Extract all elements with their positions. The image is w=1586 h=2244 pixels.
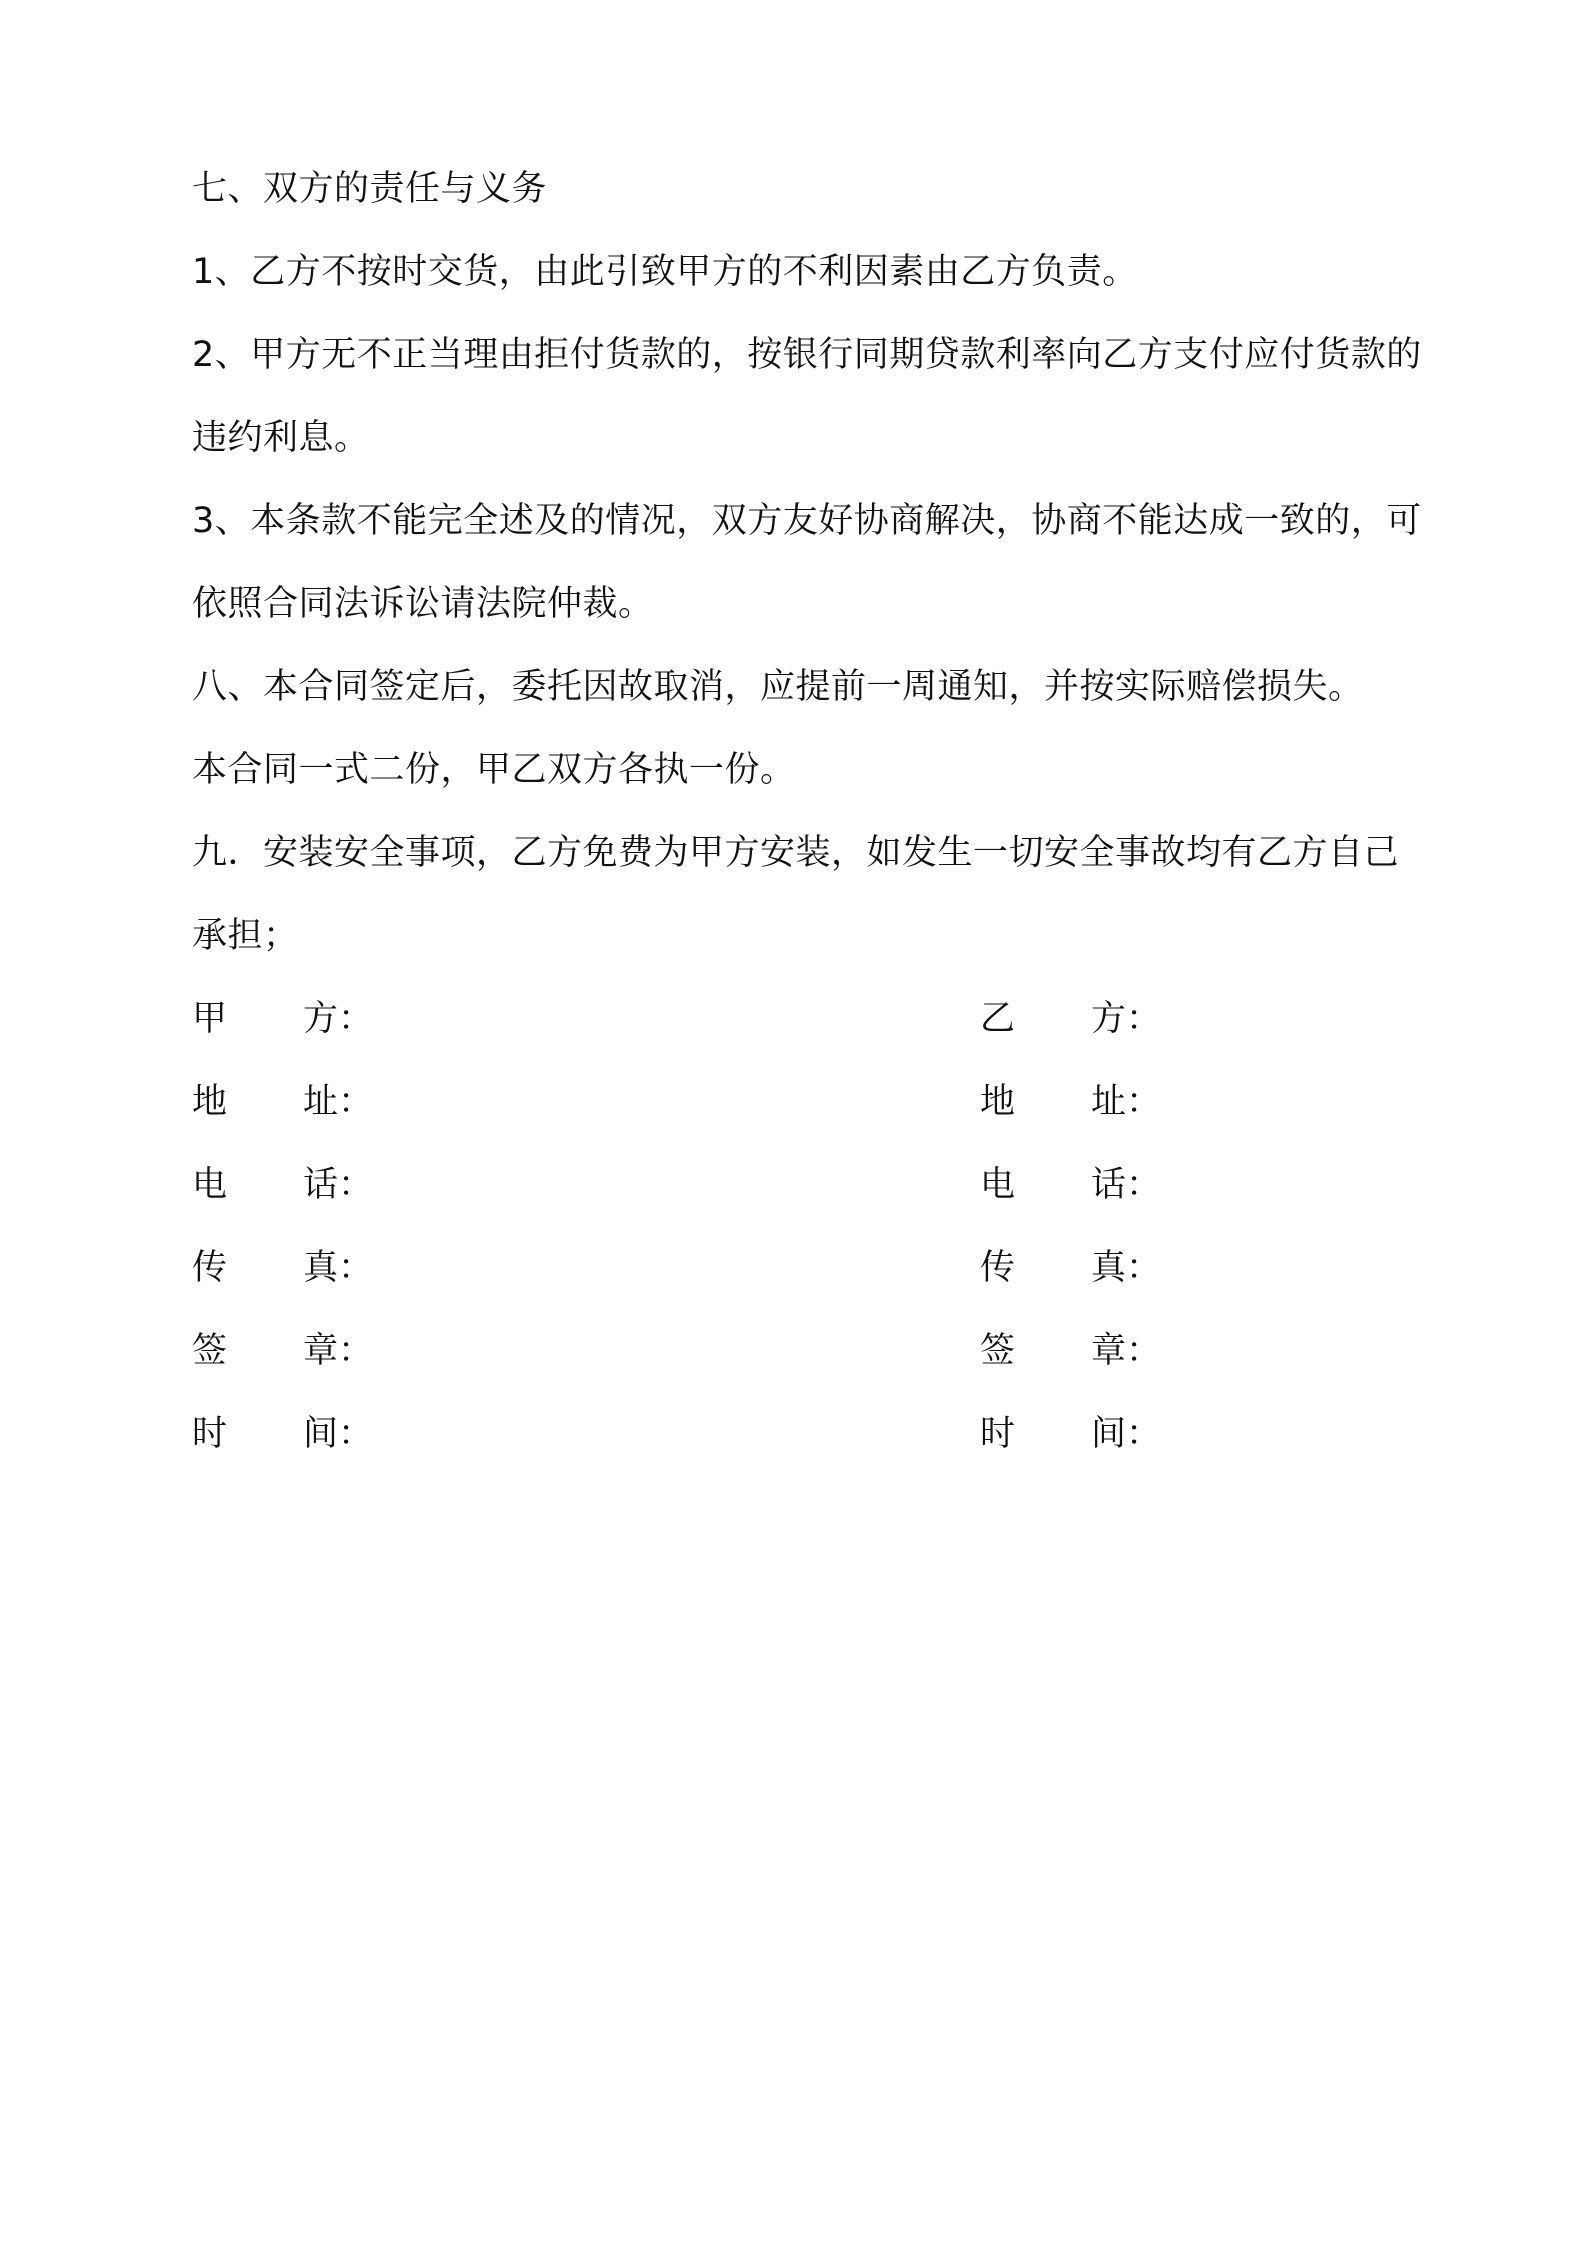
signature-row-phone	[192, 1144, 1422, 1227]
clause-7-2: 2、甲方无不正当理由拒付货款的，按银行同期贷款利率向乙方支付应付货款的违约利息。	[192, 335, 1422, 458]
section-9: 九．安装安全事项，乙方免费为甲方安装，如发生一切安全事故均有乙方自己承担；	[192, 833, 1400, 956]
clause-7-3: 3、本条款不能完全述及的情况，双方友好协商解决，协商不能达成一致的，可依照合同法诉讼请法院仲裁。	[192, 501, 1422, 624]
section-8: 八、本合同签定后，委托因故取消，应提前一周通知，并按实际赔偿损失。	[192, 667, 1364, 707]
party-a-label-suffix: 方：	[303, 999, 374, 1039]
party-a-time-char: 时	[192, 1414, 228, 1454]
party-a-time-suffix: 间：	[303, 1414, 374, 1454]
signature-row-address	[192, 1061, 1422, 1144]
party-a-address-char: 地	[192, 1082, 228, 1122]
signature-row-party	[192, 978, 1422, 1061]
party-b-fax-char: 传	[980, 1248, 1016, 1288]
party-b-address-char: 地	[980, 1082, 1016, 1122]
signature-row-time	[192, 1393, 1422, 1476]
party-b-seal-suffix: 章：	[1091, 1331, 1162, 1371]
signature-row-seal	[192, 1310, 1422, 1393]
party-a-phone-suffix: 话：	[303, 1165, 374, 1205]
document-content	[192, 148, 1422, 1476]
party-a-phone-char: 电	[192, 1165, 228, 1205]
party-a-fax-suffix: 真：	[303, 1248, 374, 1288]
signature-row-fax	[192, 1227, 1422, 1310]
party-b-phone-suffix: 话：	[1091, 1165, 1162, 1205]
party-a-seal-suffix: 章：	[303, 1331, 374, 1371]
party-b-label-char: 乙	[980, 999, 1016, 1039]
party-b-fax-suffix: 真：	[1091, 1248, 1162, 1288]
signature-block	[192, 978, 1422, 1476]
party-b-phone-char: 电	[980, 1165, 1016, 1205]
party-a-address-suffix: 址：	[303, 1082, 374, 1122]
party-a-label-char: 甲	[192, 999, 228, 1039]
party-b-label-suffix: 方：	[1091, 999, 1162, 1039]
party-a-seal-char: 签	[192, 1331, 228, 1371]
clause-7-1: 1、乙方不按时交货，由此引致甲方的不利因素由乙方负责。	[192, 252, 1138, 292]
party-b-address-suffix: 址：	[1091, 1082, 1162, 1122]
party-b-seal-char: 签	[980, 1331, 1016, 1371]
party-b-time-char: 时	[980, 1414, 1016, 1454]
party-b-time-suffix: 间：	[1091, 1414, 1162, 1454]
section-heading-7: 七、双方的责任与义务	[192, 169, 548, 209]
copies-clause: 本合同一式二份，甲乙双方各执一份。	[192, 750, 796, 790]
party-a-fax-char: 传	[192, 1248, 228, 1288]
